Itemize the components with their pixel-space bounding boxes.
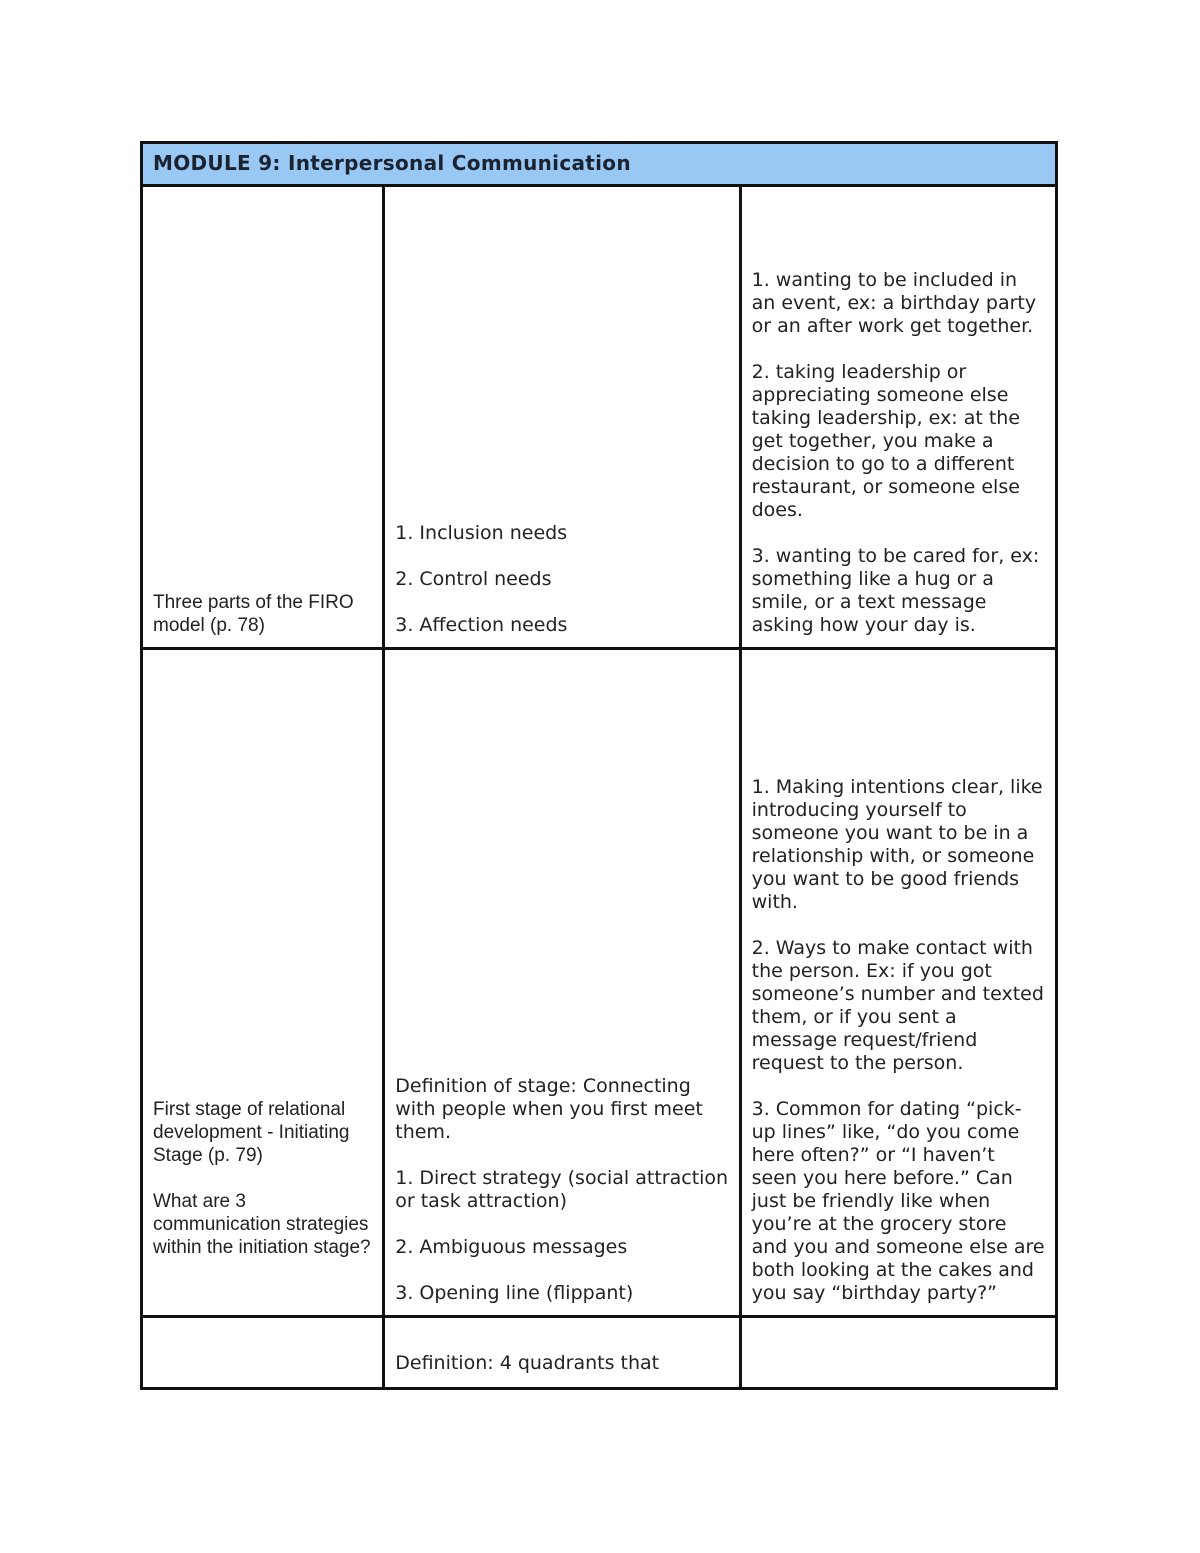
prompt-cell: [142, 1317, 384, 1389]
example-item: 3. wanting to be cared for, ex: something like a hug or a smile, or a text message asking how your day is.: [751, 545, 1040, 636]
module-title: MODULE 9: Interpersonal Communication: [153, 151, 631, 175]
prompt-text: What are 3 communication strategies within the initiation stage?: [153, 1191, 371, 1258]
answer-cell: [384, 649, 740, 1317]
answer-item: 3. Opening line (flippant): [395, 1282, 634, 1304]
table-row-quadrants: [142, 1317, 1057, 1389]
answer-item: 2. Ambiguous messages: [395, 1236, 628, 1258]
answer-item: 1. Inclusion needs: [395, 522, 568, 544]
prompt-text: Three parts of the FIRO model (p. 78): [153, 592, 354, 636]
prompt-cell: [142, 649, 384, 1317]
example-item: 2. Ways to make contact with the person. Ex: if you got someone’s number and texted them, or if you sent a message request/friend request to the person.: [751, 937, 1044, 1074]
answer-item: 2. Control needs: [395, 568, 552, 590]
table-row-initiating: [142, 649, 1057, 1317]
example-item: 2. taking leadership or appreciating someone else taking leadership, ex: at the get together, you make a decision to go to a different restaurant, or someone else does.: [751, 361, 1021, 521]
answer-item: 3. Affection needs: [395, 614, 568, 636]
prompt-text: First stage of relational development - Initiating Stage (p. 79): [153, 1099, 350, 1166]
module-header-cell: [142, 143, 1057, 186]
module-header-row: [142, 143, 1057, 186]
example-cell: [740, 649, 1056, 1317]
example-item: 1. wanting to be included in an event, ex: a birthday party or an after work get together.: [751, 269, 1037, 337]
example-item: 1. Making intentions clear, like introducing yourself to someone you want to be in a relationship with, or someone you want to be good friends with.: [751, 776, 1043, 913]
module-table: [140, 141, 1058, 1390]
answer-item: Definition of stage: Connecting with people when you first meet them.: [395, 1075, 703, 1143]
prompt-cell: [142, 186, 384, 649]
answer-cell: [384, 186, 740, 649]
answer-item: Definition: 4 quadrants that: [395, 1352, 660, 1374]
example-cell: [740, 186, 1056, 649]
answer-item: 1. Direct strategy (social attraction or task attraction): [395, 1167, 729, 1212]
table-row-firo: [142, 186, 1057, 649]
example-item: 3. Common for dating “pick-up lines” like, “do you come here often?” or “I haven’t seen you here before.” Can just be friendly like when you’re at the grocery store and you and someone else are both looking at the cakes and you say “birthday party?”: [751, 1098, 1045, 1304]
example-cell: [740, 1317, 1056, 1389]
answer-cell: [384, 1317, 740, 1389]
